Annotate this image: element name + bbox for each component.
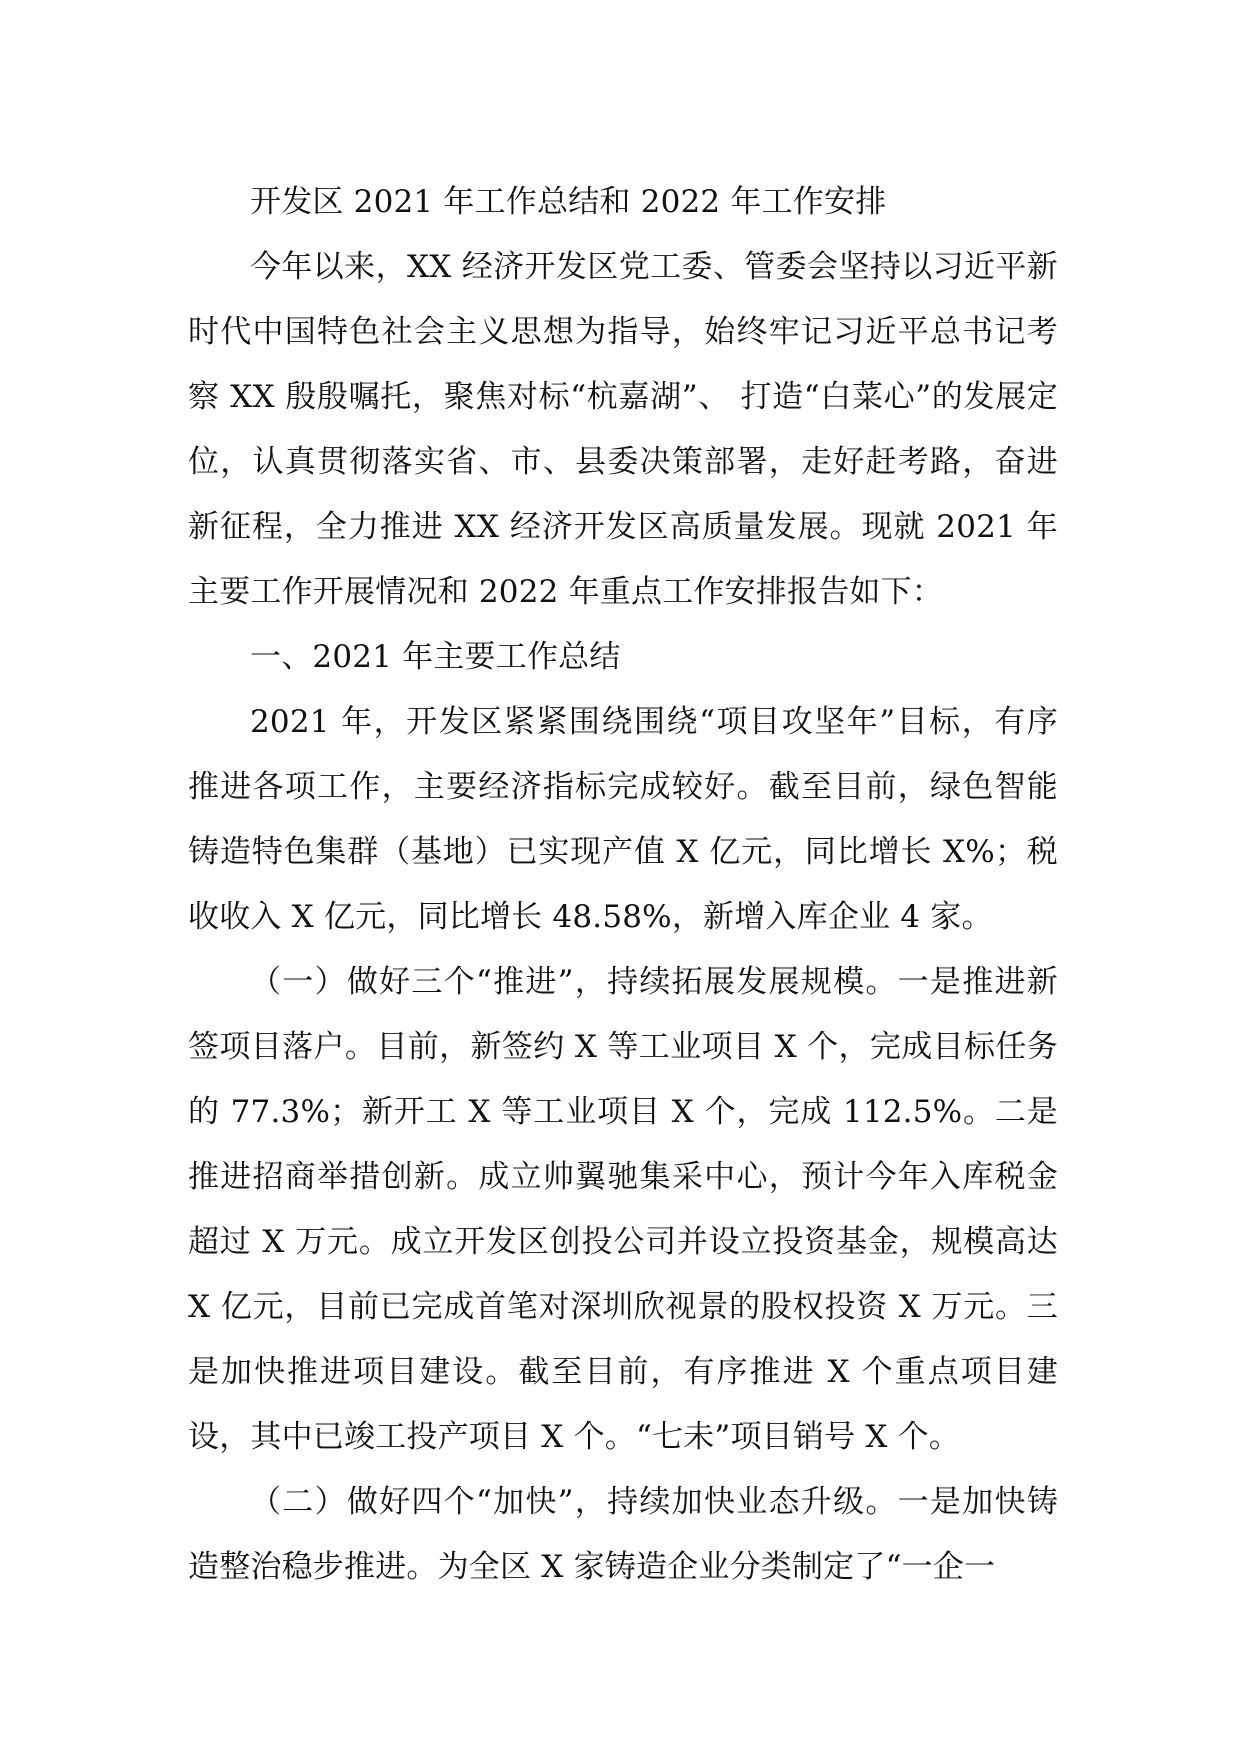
paragraph-subsection-1: （一）做好三个“推进”，持续拓展发展规模。一是推进新签项目落户。目前，新签约 X 等工业项目 X 个，完成目标任务的 77.3%；新开工 X 等工业项目 X 个，完成 112.5%。二是推进招商举措创新。成立帅翼驰集采中心，预计今年入库税金超过 X 万元。成立开发区创投公司并设立投资基金，规模高达 X 亿元，目前已完成首笔对深圳欣视景的股权投资 X 万元。三是加快推进项目建设。截至目前，有序推进 X 个重点项目建设，其中已竣工投产项目 X 个。“七未”项目销号 X 个。	[188, 964, 1058, 1455]
document-body	[188, 170, 1058, 1600]
section-heading-1: 一、2021 年主要工作总结	[250, 639, 621, 675]
document-title: 开发区 2021 年工作总结和 2022 年工作安排	[250, 184, 887, 220]
paragraph-subsection-2: （二）做好四个“加快”，持续加快业态升级。一是加快铸造整治稳步推进。为全区 X 家铸造企业分类制定了“一企一	[188, 1484, 1058, 1585]
paragraph-intro: 今年以来，XX 经济开发区党工委、管委会坚持以习近平新时代中国特色社会主义思想为指导，始终牢记习近平总书记考察 XX 殷殷嘱托，聚焦对标“杭嘉湖”、 打造“白菜心”的发展定位，认真贯彻落实省、市、县委决策部署，走好赶考路，奋进新征程，全力推进 XX 经济开发区高质量发展。现就 2021 年主要工作开展情况和 2022 年重点工作安排报告如下：	[188, 249, 1058, 610]
paragraph-summary: 2021 年，开发区紧紧围绕围绕“项目攻坚年”目标，有序推进各项工作，主要经济指标完成较好。截至目前，绿色智能铸造特色集群（基地）已实现产值 X 亿元，同比增长 X%；税收收入 X 亿元，同比增长 48.58%，新增入库企业 4 家。	[188, 704, 1058, 935]
